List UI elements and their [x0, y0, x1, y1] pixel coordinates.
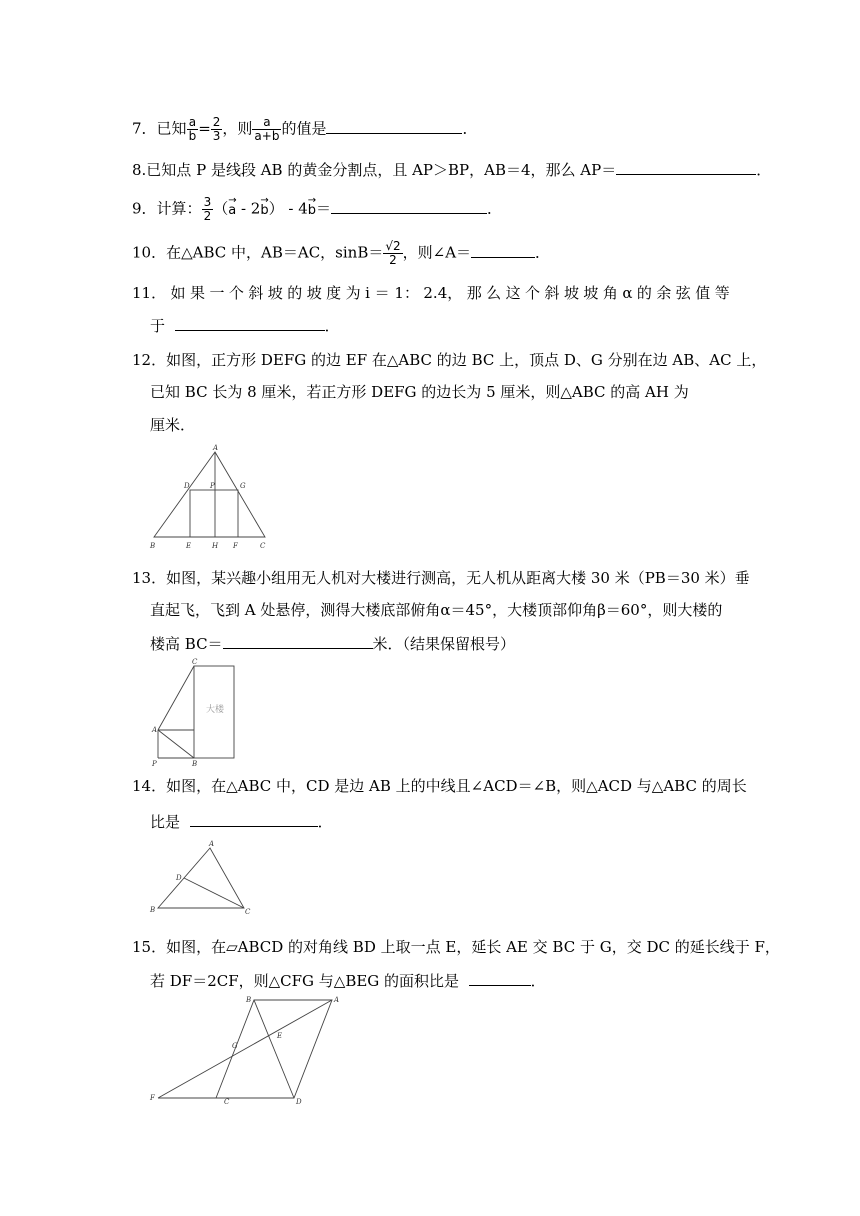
q7-answer-blank[interactable]	[326, 117, 462, 134]
q13-text-1: 13．如图，某兴趣小组用无人机对大楼进行测高，无人机从距离大楼 30 米（PB＝30 米）垂	[132, 569, 750, 587]
q7-frac-c-den: a+b	[254, 129, 280, 143]
q11-word: 角	[602, 284, 618, 302]
q11-word: 坡	[583, 284, 599, 302]
q14-label-a: A	[209, 840, 215, 848]
q10-end: ．	[535, 243, 551, 262]
question-8	[132, 158, 771, 180]
q11-word: 度	[326, 284, 342, 302]
q14-answer-blank[interactable]	[190, 810, 318, 827]
q13-line-ab	[158, 730, 194, 758]
q11-answer-blank[interactable]	[175, 314, 325, 331]
q7-equals: =	[198, 119, 211, 138]
q15-label-d: D	[296, 1098, 302, 1106]
q11-end: ．	[324, 317, 340, 335]
q15-diagonal-bd	[254, 1000, 294, 1098]
question-12-line-1	[132, 350, 766, 370]
q11-word: 如	[170, 284, 186, 302]
question-11-line-2	[150, 314, 340, 336]
q11-word: 弦	[675, 284, 691, 302]
q11-word: 的	[636, 284, 652, 302]
q12-label-c: C	[260, 542, 266, 550]
q9-end: ．	[487, 199, 503, 218]
q7-text-value: 的值是	[281, 119, 327, 138]
q7-frac-b-den: 3	[212, 129, 221, 143]
question-11-line-1	[132, 283, 730, 303]
q12-label-e: E	[186, 542, 192, 550]
q14-triangle-abc	[158, 848, 244, 908]
q9-vector-b-2: → b	[308, 201, 316, 221]
q12-label-a: A	[213, 444, 219, 452]
q14-label-d: D	[176, 874, 182, 882]
q14-label-b: B	[150, 906, 156, 914]
q15-label-g: G	[232, 1042, 238, 1050]
q7-end: ．	[462, 119, 478, 138]
question-13-line-2	[150, 600, 722, 620]
q10-text-angle: ，则∠A＝	[402, 243, 472, 262]
q9-frac-num: 3	[203, 195, 212, 209]
q13-answer-blank[interactable]	[223, 632, 373, 649]
q10-frac-den: 2	[383, 253, 402, 267]
q12-label-f: F	[233, 542, 238, 550]
q9-frac-den: 2	[203, 209, 212, 223]
q11-word: 等	[714, 284, 730, 302]
q8-text: 8.已知点 P 是线段 AB 的黄金分割点，且 AP＞BP，AB＝4，那么 AP＝	[132, 161, 617, 179]
question-12-line-2	[150, 382, 689, 402]
q11-word: i ＝ 1：	[365, 284, 419, 302]
q12-triangle-abc	[154, 452, 265, 537]
question-7	[132, 116, 477, 143]
q8-answer-blank[interactable]	[616, 158, 756, 175]
q11-word: 11．	[132, 284, 167, 302]
q13-label-c: C	[192, 658, 198, 666]
q13-text-3b: 米．（结果保留根号）	[372, 635, 516, 653]
q10-fraction-root2-over-2	[383, 240, 402, 267]
q13-label-a: A	[152, 726, 158, 734]
q15-answer-blank[interactable]	[469, 969, 531, 986]
q9-equals: ＝	[316, 199, 332, 218]
q11-word: 余	[656, 284, 672, 302]
q13-label-building: 大楼	[206, 705, 225, 715]
q10-frac-num: √2	[385, 239, 401, 253]
q11-word: 2.4，	[423, 284, 463, 302]
q11-word: 值	[695, 284, 711, 302]
question-9	[132, 196, 502, 223]
q11-word: 那	[466, 284, 482, 302]
q15-text-2: 若 DF＝2CF，则△CFG 与△BEG 的面积比是	[150, 972, 460, 990]
q11-word: 为	[345, 284, 361, 302]
q10-answer-blank[interactable]	[471, 241, 535, 258]
q9-answer-blank[interactable]	[331, 197, 487, 214]
q13-line-ac	[158, 666, 194, 730]
q9-minus-4: ） - 4	[268, 199, 308, 218]
question-10	[132, 240, 550, 267]
q9-vector-b: → b	[260, 201, 268, 221]
q12-label-h: H	[212, 542, 219, 550]
question-14-line-1	[132, 776, 747, 796]
q15-line-fa	[158, 1000, 332, 1098]
q11-word: 的	[287, 284, 303, 302]
q9-number: 9．	[132, 199, 157, 218]
q9-vector-a: → a	[228, 201, 236, 221]
q15-label-e: E	[277, 1032, 283, 1040]
q9-text: 计算：	[156, 199, 202, 218]
q7-fraction-2-over-3	[211, 116, 223, 143]
q7-text: 已知	[156, 119, 187, 138]
q11-word: 个	[525, 284, 541, 302]
q12-figure	[144, 444, 272, 552]
q13-label-b: B	[192, 760, 198, 768]
q15-figure	[146, 994, 346, 1106]
q12-label-p: P	[210, 482, 215, 490]
q8-end: ．	[756, 161, 772, 179]
q11-text-yu: 于	[150, 317, 166, 335]
q11-word: 个	[228, 284, 244, 302]
q11-word: 斜	[544, 284, 560, 302]
q12-text-2: 已知 BC 长为 8 厘米，若正方形 DEFG 的边长为 5 厘米，则△ABC 的高 AH 为	[150, 383, 689, 401]
q9-open-paren: （	[213, 199, 229, 218]
q12-text-3: 厘米．	[150, 416, 196, 434]
q7-frac-c-num: a	[263, 115, 271, 129]
q9-minus-2: - 2	[236, 199, 261, 218]
q10-text: 10．在△ABC 中，AB＝AC，sinB＝	[132, 243, 384, 262]
q12-label-d: D	[184, 482, 190, 490]
q11-word: 果	[189, 284, 205, 302]
question-15-line-1	[132, 937, 780, 957]
q12-text-1: 12．如图，正方形 DEFG 的边 EF 在△ABC 的边 BC 上，顶点 D、G 分别在边 AB、AC 上，	[132, 351, 767, 369]
q11-word: 坡	[306, 284, 322, 302]
q11-word: 坡	[267, 284, 283, 302]
q15-label-c: C	[224, 1098, 230, 1106]
q13-label-p: P	[152, 760, 157, 768]
q15-end: ．	[530, 972, 546, 990]
q13-figure	[146, 656, 246, 768]
q7-frac-a-num: a	[188, 115, 197, 129]
q7-number: 7．	[132, 119, 157, 138]
q9-fraction-3-over-2	[202, 196, 214, 223]
q7-text-then: ，则	[222, 119, 253, 138]
q14-end: ．	[317, 813, 333, 831]
q11-word: 斜	[248, 284, 264, 302]
q7-fraction-a-over-a-plus-b	[252, 116, 281, 143]
q15-text-1: 15．如图，在▱ABCD 的对角线 BD 上取一点 E，延长 AE 交 BC 于 G，交 DC 的延长线于 F，	[132, 938, 780, 956]
q15-label-f: F	[150, 1094, 155, 1102]
q14-label-c: C	[245, 908, 251, 916]
q14-figure	[146, 838, 256, 918]
question-15-line-2	[150, 969, 546, 991]
q13-text-3a: 楼高 BC＝	[150, 635, 223, 653]
q11-word: 一	[209, 284, 225, 302]
q12-square-defg	[190, 490, 238, 537]
q12-label-g: G	[240, 482, 246, 490]
q7-fraction-a-over-b	[187, 116, 199, 143]
q14-text-1: 14．如图，在△ABC 中，CD 是边 AB 上的中线且∠ACD＝∠B，则△ACD 与△ABC 的周长	[132, 777, 747, 795]
question-14-line-2	[150, 810, 333, 832]
q14-text-2: 比是	[150, 813, 181, 831]
q7-frac-b-num: 2	[212, 115, 221, 129]
q13-text-2: 直起飞，飞到 A 处悬停，测得大楼底部俯角α＝45°，大楼顶部仰角β＝60°，则大楼的	[150, 601, 723, 619]
q11-word: 坡	[563, 284, 579, 302]
q11-word: 么	[486, 284, 502, 302]
question-13-line-1	[132, 568, 750, 588]
q7-frac-a-den: b	[188, 129, 197, 143]
q11-word: α	[622, 284, 633, 302]
question-12-line-3	[150, 415, 195, 435]
q11-word: 这	[505, 284, 521, 302]
q12-label-b: B	[150, 542, 156, 550]
q15-label-a: A	[334, 996, 340, 1004]
q15-label-b: B	[246, 996, 252, 1004]
question-13-line-3	[150, 632, 515, 654]
